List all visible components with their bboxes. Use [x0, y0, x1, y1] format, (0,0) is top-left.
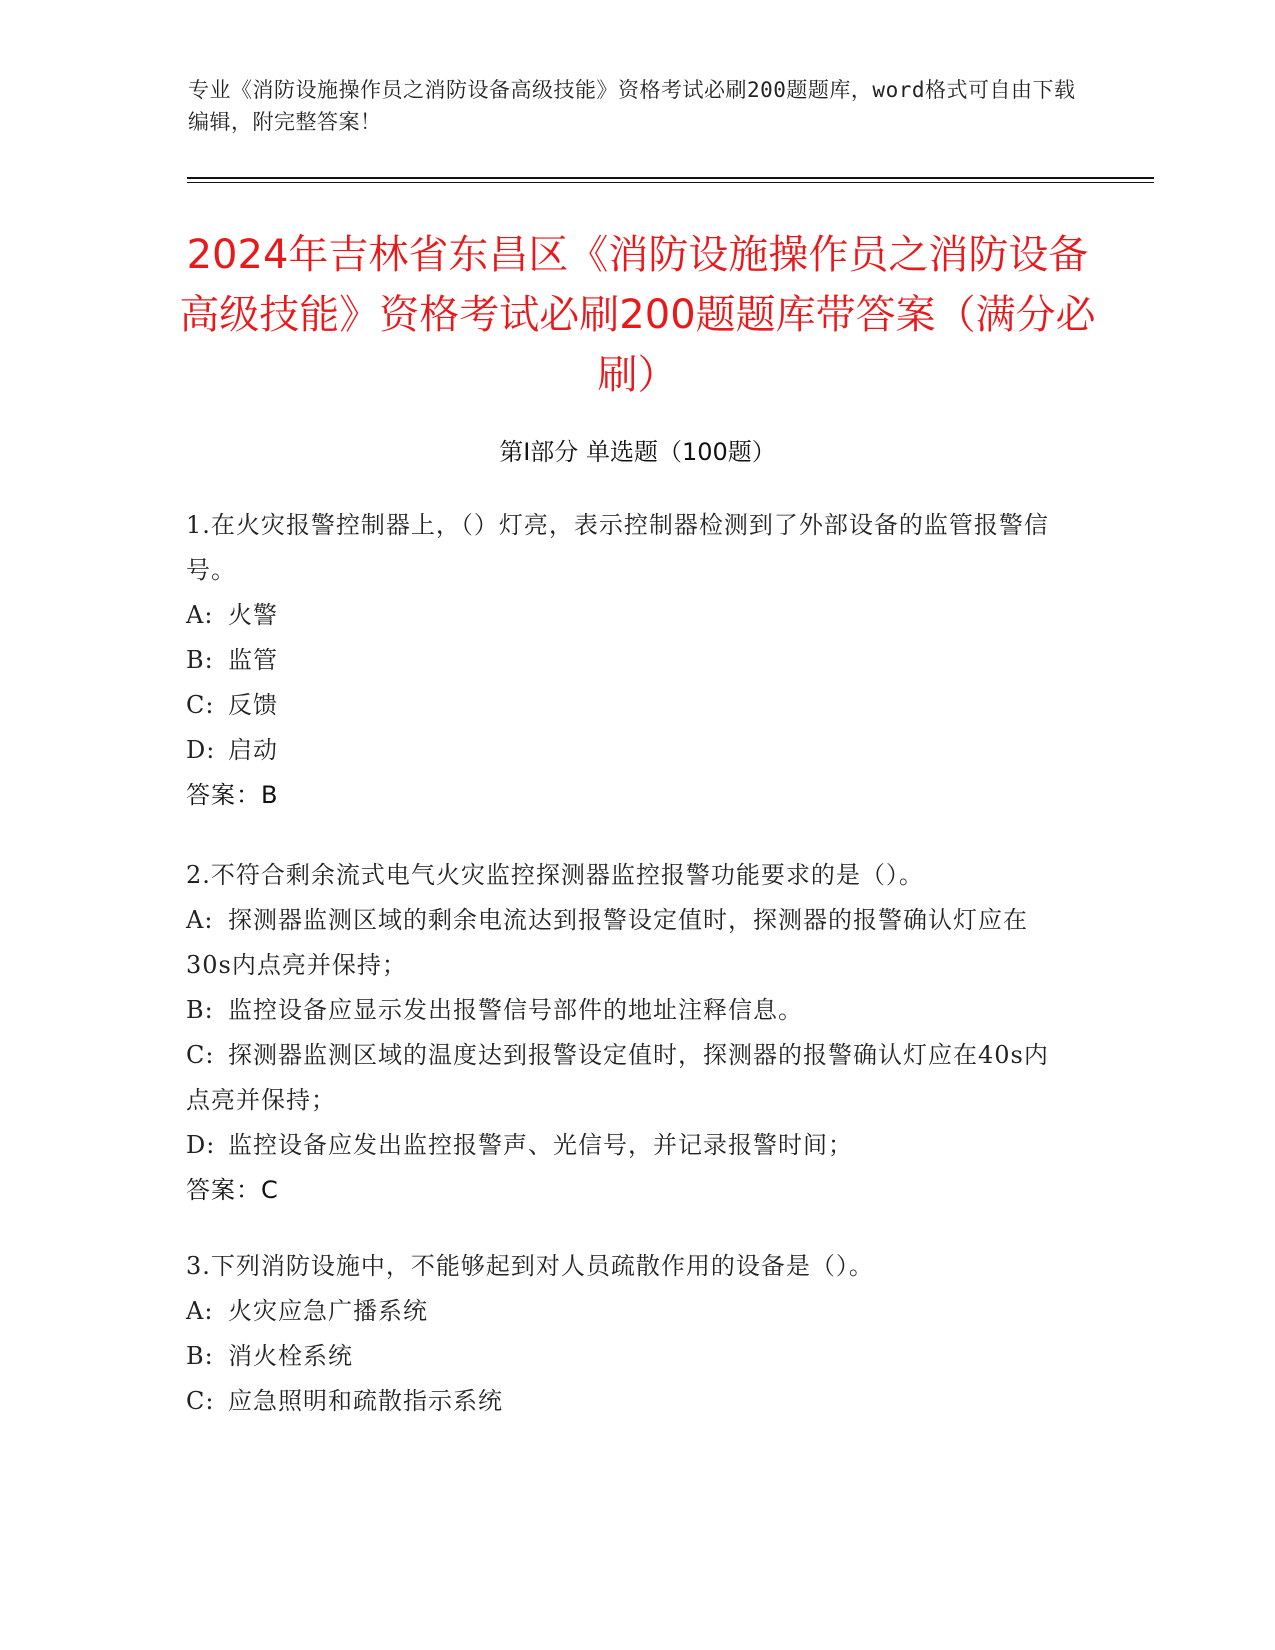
- option-d: [186, 728, 1066, 773]
- header-rule-thin: [187, 182, 1154, 183]
- document-title: 2024年吉林省东昌区《消防设施操作员之消防设备高级技能》资格考试必刷200题题库带答案（满分必刷）: [179, 232, 1096, 398]
- question-1: [186, 503, 1066, 818]
- question-2: [186, 853, 1066, 1213]
- option-a: [186, 898, 1066, 988]
- question-stem: 3.下列消防设施中，不能够起到对人员疏散作用的设备是（）。: [186, 1252, 874, 1280]
- option-key: A:: [186, 1297, 214, 1325]
- option-text: 监管: [228, 646, 278, 674]
- option-text: 探测器监测区域的温度达到报警设定值时，探测器的报警确认灯应在40s内点亮并保持；: [186, 1041, 1049, 1114]
- option-key: D:: [186, 736, 216, 764]
- option-b: [186, 638, 1066, 683]
- option-key: A:: [186, 601, 214, 629]
- option-text: 监控设备应发出监控报警声、光信号，并记录报警时间；: [228, 1131, 853, 1159]
- option-text: 启动: [228, 736, 278, 764]
- option-key: C:: [186, 1387, 215, 1415]
- option-key: B:: [186, 646, 214, 674]
- header-rule-thick: [187, 177, 1154, 179]
- option-key: C:: [186, 691, 215, 719]
- option-text: 探测器监测区域的剩余电流达到报警设定值时，探测器的报警确认灯应在30s内点亮并保持；: [186, 906, 1028, 979]
- option-c: [186, 1033, 1066, 1123]
- option-d: [186, 1123, 1066, 1168]
- answer: 答案：C: [186, 1176, 279, 1204]
- option-b: [186, 1334, 1066, 1379]
- option-text: 监控设备应显示发出报警信号部件的地址注释信息。: [228, 996, 803, 1024]
- option-a: [186, 1289, 1066, 1334]
- option-key: B:: [186, 1342, 214, 1370]
- option-text: 火警: [228, 601, 278, 629]
- option-c: [186, 1379, 1066, 1424]
- question-3: [186, 1244, 1066, 1424]
- option-text: 反馈: [228, 691, 278, 719]
- option-c: [186, 683, 1066, 728]
- option-key: A:: [186, 906, 214, 934]
- option-text: 应急照明和疏散指示系统: [228, 1387, 503, 1415]
- option-text: 消火栓系统: [228, 1342, 353, 1370]
- option-b: [186, 988, 1066, 1033]
- header-note: 专业《消防设施操作员之消防设备高级技能》资格考试必刷200题题库，word格式可自由下载编辑，附完整答案！: [188, 78, 1076, 134]
- question-stem: 2.不符合剩余流式电气火灾监控探测器监控报警功能要求的是（）。: [186, 861, 924, 889]
- option-text: 火灾应急广播系统: [228, 1297, 428, 1325]
- section-title: 第Ⅰ部分 单选题（100题）: [499, 438, 776, 466]
- option-a: [186, 593, 1066, 638]
- option-key: C:: [186, 1041, 215, 1069]
- question-stem: 1.在火灾报警控制器上，（）灯亮，表示控制器检测到了外部设备的监管报警信号。: [186, 511, 1049, 584]
- option-key: D:: [186, 1131, 216, 1159]
- option-key: B:: [186, 996, 214, 1024]
- answer: 答案：B: [186, 781, 279, 809]
